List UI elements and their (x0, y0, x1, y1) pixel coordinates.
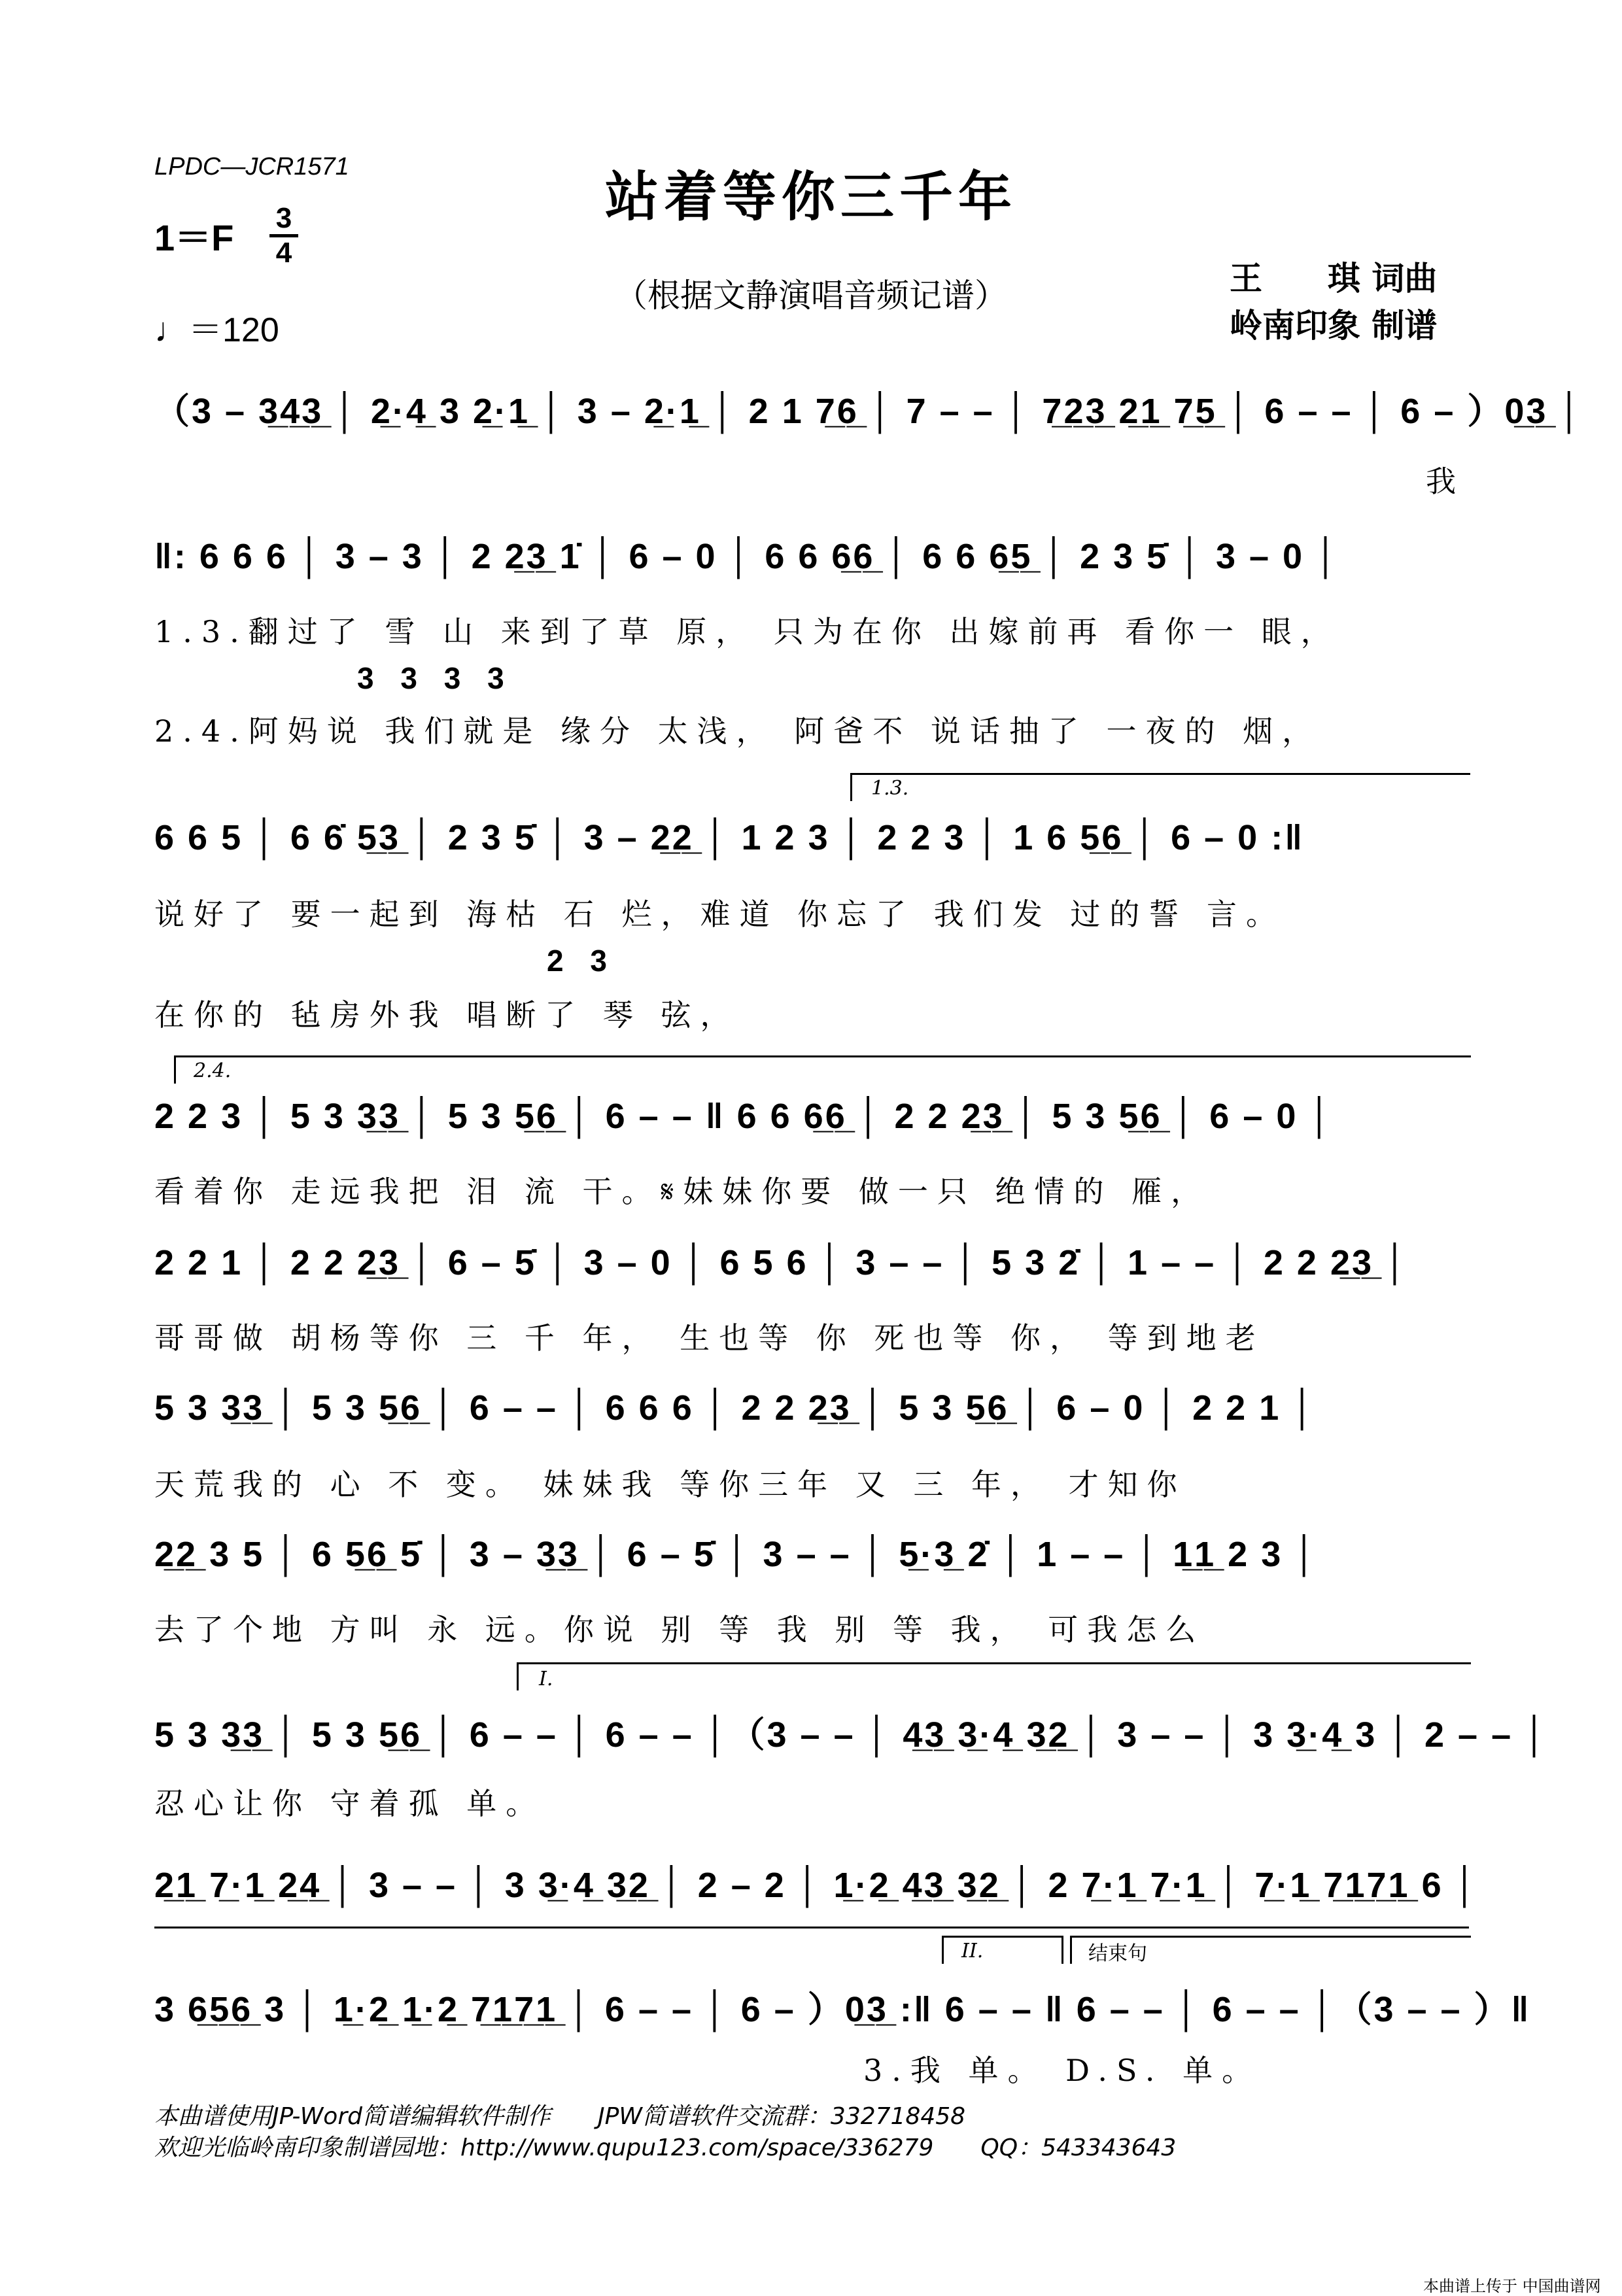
volta-label-2-4: 2.4. (194, 1059, 232, 1082)
alt-notes-2: 3 3 3 3 (357, 661, 513, 695)
coda-label: 结束句 (1088, 1942, 1147, 1965)
score-code: LPDC—JCR1571 (154, 153, 349, 180)
score-line-9: 2̲1̲ 7̲·1̲ 2̲4̲ │ 3 – – │ 3 3̲·4̲ 3̲2̲ │ 2 – 2 │ 1̲·2̲ 4̲3̲ 3̲2̲ │ 2 7̲·1̲ 7̲·1̲ │ 7̲·1̲ 7̲1̲7̲1̲ 6 │ (154, 1866, 1479, 1905)
lyric-line-5: 哥哥做 胡杨等你 三 千 年， 生也等 你 死也等 你， 等到地老 (154, 1320, 1265, 1356)
lyric-line-6: 天荒我的 心 不 变。 妹妹我 等你三年 又 三 年， 才知你 (154, 1467, 1186, 1502)
score-line-1: （3 – 3̲4̲3̲ │ 2̲·4̲ 3 2̲·1̲ │ 3 – 2̲·1̲ │ 2 1 7̲6̲ │ 7 – – │ 7̲2̲3̲ 2̲1̲ 7̲5̲ │ 6 – – │ 6 – ）0̲3̲ │ (154, 392, 1584, 431)
volta-bracket-II (942, 1936, 1063, 1964)
volta-label-II: II. (961, 1940, 984, 1962)
arranger-credit: 岭南印象 制谱 (1230, 306, 1438, 345)
lyric-line-2b: 2.4.阿妈说 我们就是 缘分 太浅， 阿爸不 说话抽了 一夜的 烟， (154, 713, 1322, 749)
time-signature-top: 3 (275, 202, 292, 234)
lyric-line-2a: 1.3.翻过了 雪 山 来到了草 原， 只为在你 出嫁前再 看你一 眼， (154, 614, 1340, 649)
score-line-3: 6 6 5 │ 6 6̇ 5̲3̲ │ 2 3 5̇ │ 3 – 2̲2̲ │ 1 2 3 │ 2 2 3 │ 1 6 5̲6̲ │ 6 – 0 :‖ (154, 818, 1305, 857)
watermark: 本曲谱上传于 中国曲谱网 (1423, 2277, 1601, 2295)
lyric-line-3b: 在你的 毡房外我 唱断了 琴 弦， (154, 997, 740, 1033)
score-line-10: 3 6̲5̲6̲ 3 │ 1̲·2̲ 1̲·2̲ 7̲1̲7̲1̲ │ 6 – – │ 6 – ）0̲3̲ :‖ 6 – – ‖ 6 – – │ 6 – – │（3 – – ）‖ (154, 1990, 1531, 2029)
lyric-line-10: 3.我 单。 D.S. 单。 (863, 2053, 1262, 2088)
score-line-5: 2 2 1 │ 2 2 2̲3̲ │ 6 – 5̇ │ 3 – 0 │ 6 5 6 │ 3 – – │ 5 3 2̇ │ 1 – – │ 2 2 2̲3̲ │ (154, 1243, 1409, 1282)
volta-bracket-2-4 (174, 1055, 1471, 1084)
volta-bracket-1-3 (850, 773, 1470, 801)
separator-line (154, 1927, 1469, 1928)
volta-label-1-3: 1.3. (871, 777, 909, 800)
score-line-8: 5 3 3̲3̲ │ 5 3 5̲6̲ │ 6 – – │ 6 – – │（3 – – │ 4̲3̲ 3̲·4̲ 3̲2̲ │ 3 – – │ 3 3̲·4̲ 3 │ 2 – – │ (154, 1715, 1549, 1755)
lyric-line-8: 忍心让你 守着孤 单。 (154, 1786, 545, 1821)
key-signature: 1＝F (154, 217, 234, 258)
tempo-marking: ♩＝120 (154, 311, 279, 349)
lyric-line-1: 我 (1426, 464, 1465, 499)
score-line-7: 2̲2̲ 3 5 │ 6 5̲6̲ 5̇ │ 3 – 3̲3̲ │ 6 – 5̇ │ 3 – – │ 5̲·3̲ 2̇ │ 1 – – │ 1̲1̲ 2 3 │ (154, 1535, 1319, 1574)
time-signature-bottom: 4 (275, 237, 292, 269)
alt-notes-3: 2 3 (547, 944, 616, 978)
volta-bracket-I (517, 1662, 1471, 1690)
lyric-line-7: 去了个地 方叫 永 远。你说 别 等 我 别 等 我， 可我怎么 (154, 1612, 1205, 1647)
volta-label-I: I. (539, 1668, 553, 1690)
time-signature (269, 204, 298, 267)
lyricist-credit: 王 琪 词曲 (1230, 259, 1438, 298)
score-line-6: 5 3 3̲3̲ │ 5 3 5̲6̲ │ 6 – – │ 6 6 6 │ 2 2 2̲3̲ │ 5 3 5̲6̲ │ 6 – 0 │ 2 2 1 │ (154, 1388, 1317, 1428)
score-line-4: 2 2 3 │ 5 3 3̲3̲ │ 5 3 5̲6̲ │ 6 – – ‖ 6 6 6̲6̲ │ 2 2 2̲3̲ │ 5 3 5̲6̲ │ 6 – 0 │ (154, 1097, 1334, 1136)
lyric-line-4: 看着你 走远我把 泪 流 干。𝄋妹妹你要 做一只 绝情的 雁， (154, 1174, 1211, 1209)
lyric-line-3a: 说好了 要一起到 海枯 石 烂，难道 你忘了 我们发 过的誓 言。 (154, 897, 1285, 932)
footer-line-1: 本曲谱使用JP-Word简谱编辑软件制作 JPW简谱软件交流群：332718458 (154, 2103, 966, 2130)
song-title: 站着等你三千年 (604, 165, 1017, 228)
footer-line-2: 欢迎光临岭南印象制谱园地：http://www.qupu123.com/space/336279 QQ：543343643 (154, 2134, 1177, 2161)
song-subtitle: （根据文静演唱音频记谱） (615, 277, 1007, 315)
score-line-2: ‖: 6 6 6 │ 3 – 3 │ 2 2̲3̲ 1̇ │ 6 – 0 │ 6 6 6̲6̲ │ 6 6 6̲5̲ │ 2 3 5̇ │ 3 – 0 │ (154, 537, 1340, 576)
